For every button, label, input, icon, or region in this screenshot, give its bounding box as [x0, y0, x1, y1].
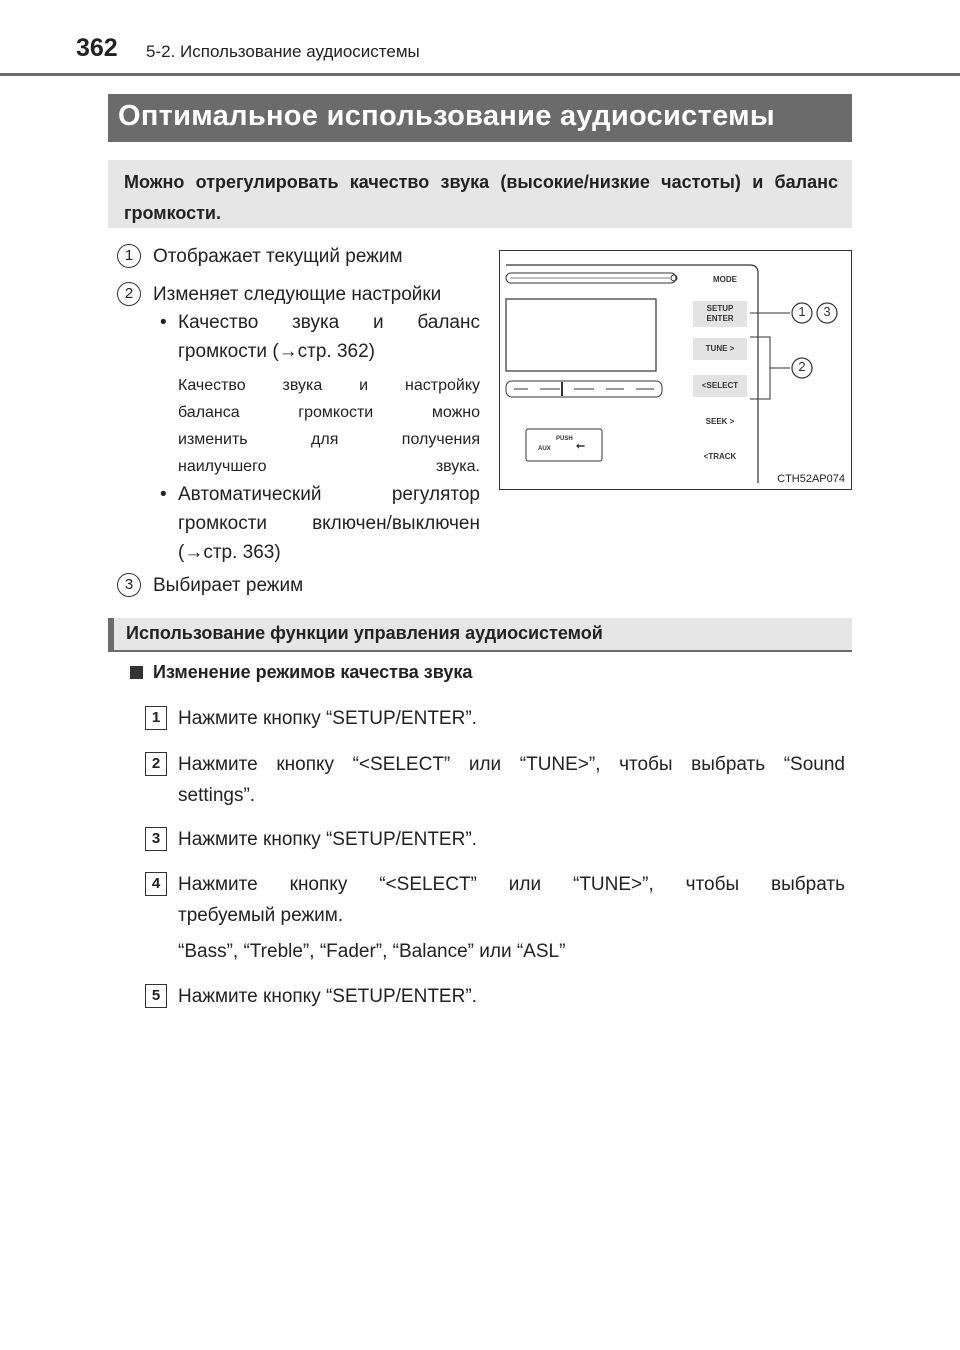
section-label: 5-2. Использование аудиосистемы [146, 42, 420, 61]
subsection-title: Использование функции управления аудиосистемой [126, 623, 603, 643]
audio-panel-figure [499, 250, 852, 490]
step-number-1: 1 [145, 706, 167, 730]
note-line-1: Качество звука и настройку [178, 377, 480, 394]
step-text-5: Нажмите кнопку “SETUP/ENTER”. [178, 986, 477, 1007]
step-text-4-line-2: требуемый режим. [178, 905, 344, 926]
bullet-marker: • [160, 312, 167, 333]
callout-text-1: Отображает текущий режим [153, 246, 403, 267]
procedure-title: Изменение режимов качества звука [153, 662, 473, 682]
step-text-3: Нажмите кнопку “SETUP/ENTER”. [178, 829, 477, 850]
note-line-3: изменить для получения [178, 431, 480, 448]
page-header [0, 0, 960, 80]
callout-number-2: 2 [117, 282, 141, 306]
bullet-2-line-1: Автоматический регулятор [178, 484, 480, 505]
bullet-1-line-1: Качество звука и баланс [178, 312, 480, 333]
bullet-marker: • [160, 484, 167, 505]
callout-text-3: Выбирает режим [153, 575, 304, 596]
subsection-bar [108, 618, 852, 652]
callout-number-1: 1 [117, 244, 141, 268]
callout-text-2: Изменяет следующие настройки [153, 284, 442, 305]
note-line-2: баланса громкости можно [178, 404, 480, 421]
header-divider [0, 73, 960, 76]
setup-enter-button [693, 301, 747, 327]
seek-button: SEEK > [705, 417, 735, 426]
step-number-5: 5 [145, 984, 167, 1008]
step-number-3: 3 [145, 827, 167, 851]
page-number: 362 [76, 34, 118, 62]
title-bar [108, 94, 852, 142]
figure-label-3: 3 [823, 304, 831, 319]
step-text-1: Нажмите кнопку “SETUP/ENTER”. [178, 708, 477, 729]
bullet-2-line-2: громкости включен/выключен [178, 513, 480, 534]
step-text-4-options: “Bass”, “Treble”, “Fader”, “Balance” или “ASL” [178, 941, 566, 962]
usb-icon: ⭠ [576, 440, 585, 452]
intro-box [108, 160, 852, 228]
intro-text: Можно отрегулировать качество звука (высокие/низкие частоты) и баланс громкости. [124, 172, 838, 223]
step-text-4-line-1: Нажмите кнопку “<SELECT” или “TUNE>”, чтобы выбрать [178, 874, 845, 895]
procedure-marker-icon [130, 666, 143, 679]
step-text-2-line-2: settings”. [178, 785, 256, 806]
bullet-1-line-2: громкости (→стр. 362) [178, 341, 375, 362]
figure-label-1: 1 [798, 304, 806, 319]
page-title: Оптимальное использование аудиосистемы [118, 100, 775, 132]
setup-label: SETUP [706, 304, 734, 313]
step-number-4: 4 [145, 872, 167, 896]
enter-label: ENTER [706, 314, 734, 323]
mode-button: MODE [713, 275, 737, 284]
push-label: PUSH [556, 436, 573, 442]
bullet-2-line-3: (→стр. 363) [178, 542, 281, 563]
callout-number-3: 3 [117, 573, 141, 597]
select-button: <SELECT [693, 375, 747, 397]
step-number-2: 2 [145, 752, 167, 776]
aux-label: AUX [538, 446, 551, 452]
note-line-4: наилучшего звука. [178, 458, 480, 475]
step-text-2-line-1: Нажмите кнопку “<SELECT” или “TUNE>”, чтобы выбрать “Sound [178, 754, 845, 775]
figure-code: CTH52AP074 [777, 473, 845, 485]
tune-button: TUNE > [693, 338, 747, 360]
track-button: <TRACK [703, 452, 737, 461]
figure-label-2: 2 [798, 359, 806, 374]
